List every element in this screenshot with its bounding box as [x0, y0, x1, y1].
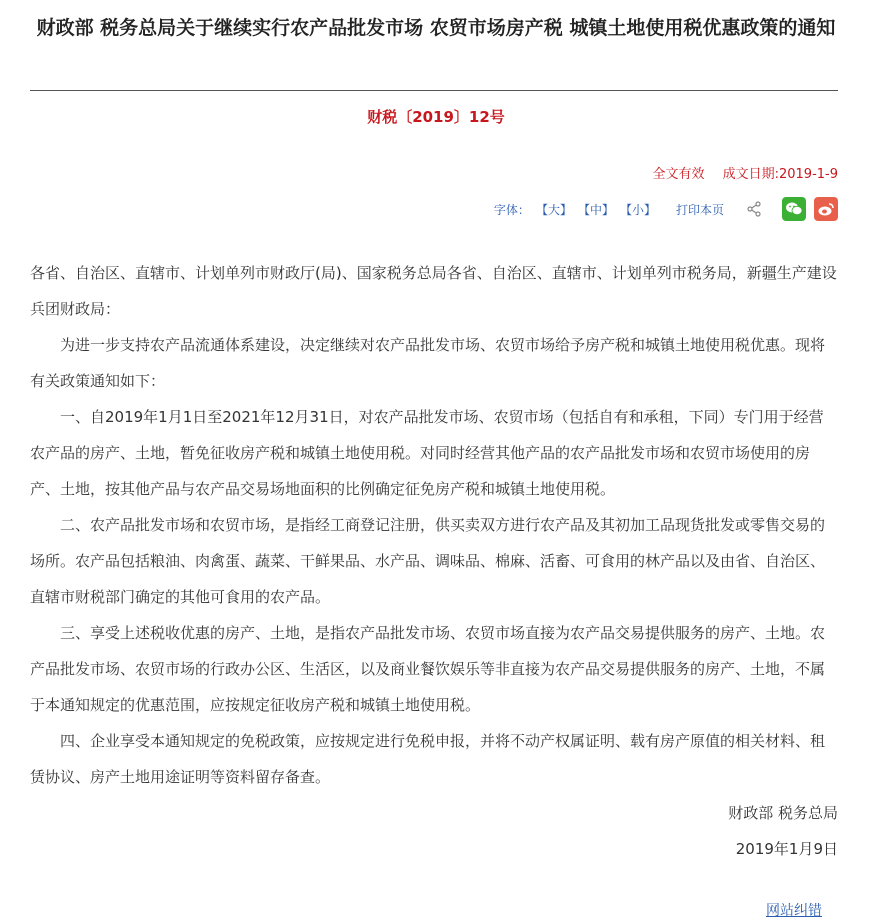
- document-body: [30, 255, 838, 867]
- font-medium-button[interactable]: 【中】: [577, 202, 614, 217]
- clause-4: 四、企业享受本通知规定的免税政策，应按规定进行免税申报，并将不动产权属证明、载有房产原值的相关材料、租赁协议、房产土地用途证明等资料留存备查。: [30, 732, 826, 786]
- issuing-authorities: 财政部 税务总局: [728, 804, 838, 822]
- font-small-button[interactable]: 【小】: [619, 202, 656, 217]
- error-report-link[interactable]: 网站纠错: [766, 903, 822, 919]
- font-large-button[interactable]: 【大】: [535, 202, 572, 217]
- font-size-label: 字体：: [493, 202, 530, 217]
- document-title: 财政部 税务总局关于继续实行农产品批发市场 农贸市场房产税 城镇土地使用税优惠政策的通知: [36, 17, 836, 39]
- recipients: 各省、自治区、直辖市、计划单列市财政厅(局)、国家税务总局各省、自治区、直辖市、计划单列市税务局，新疆生产建设兵团财政局：: [30, 264, 837, 318]
- clause-1: 一、自2019年1月1日至2021年12月31日，对农产品批发市场、农贸市场（包括自有和承租，下同）专门用于经营农产品的房产、土地，暂免征收房产税和城镇土地使用税。对同时经营其他产品的农产品批发市场和农贸市场使用的房产、土地，按其他产品与农产品交易场地面积的比例确定征免房产税和城镇土地使用税。: [30, 408, 824, 498]
- clause-3: 三、享受上述税收优惠的房产、土地，是指农产品批发市场、农贸市场直接为农产品交易提供服务的房产、土地。农产品批发市场、农贸市场的行政办公区、生活区，以及商业餐饮娱乐等非直接为农产品交易提供服务的房产、土地，不属于本通知规定的优惠范围，应按规定征收房产税和城镇土地使用税。: [30, 624, 826, 714]
- share-icon[interactable]: [744, 199, 764, 219]
- issue-date: 2019-1-9: [778, 167, 838, 182]
- date-label: 成文日期:: [722, 167, 779, 182]
- document-meta: [652, 163, 838, 182]
- wechat-icon[interactable]: [782, 197, 806, 221]
- title-divider: [30, 90, 838, 91]
- clause-2: 二、农产品批发市场和农贸市场，是指经工商登记注册，供买卖双方进行农产品及其初加工品现货批发或零售交易的场所。农产品包括粮油、肉禽蛋、蔬菜、干鲜果品、水产品、调味品、棉麻、活畜、可食用的林产品以及由省、自治区、直辖市财税部门确定的其他可食用的农产品。: [30, 516, 826, 606]
- print-button[interactable]: 打印本页: [675, 202, 724, 217]
- document-number: 财税〔2019〕12号: [367, 108, 505, 126]
- validity-status: 全文有效: [652, 167, 705, 182]
- intro-paragraph: 为进一步支持农产品流通体系建设，决定继续对农产品批发市场、农贸市场给予房产税和城镇土地使用税优惠。现将有关政策通知如下：: [30, 336, 826, 390]
- reading-toolbar: [494, 196, 838, 222]
- signing-date: 2019年1月9日: [735, 840, 838, 858]
- weibo-icon[interactable]: [814, 197, 838, 221]
